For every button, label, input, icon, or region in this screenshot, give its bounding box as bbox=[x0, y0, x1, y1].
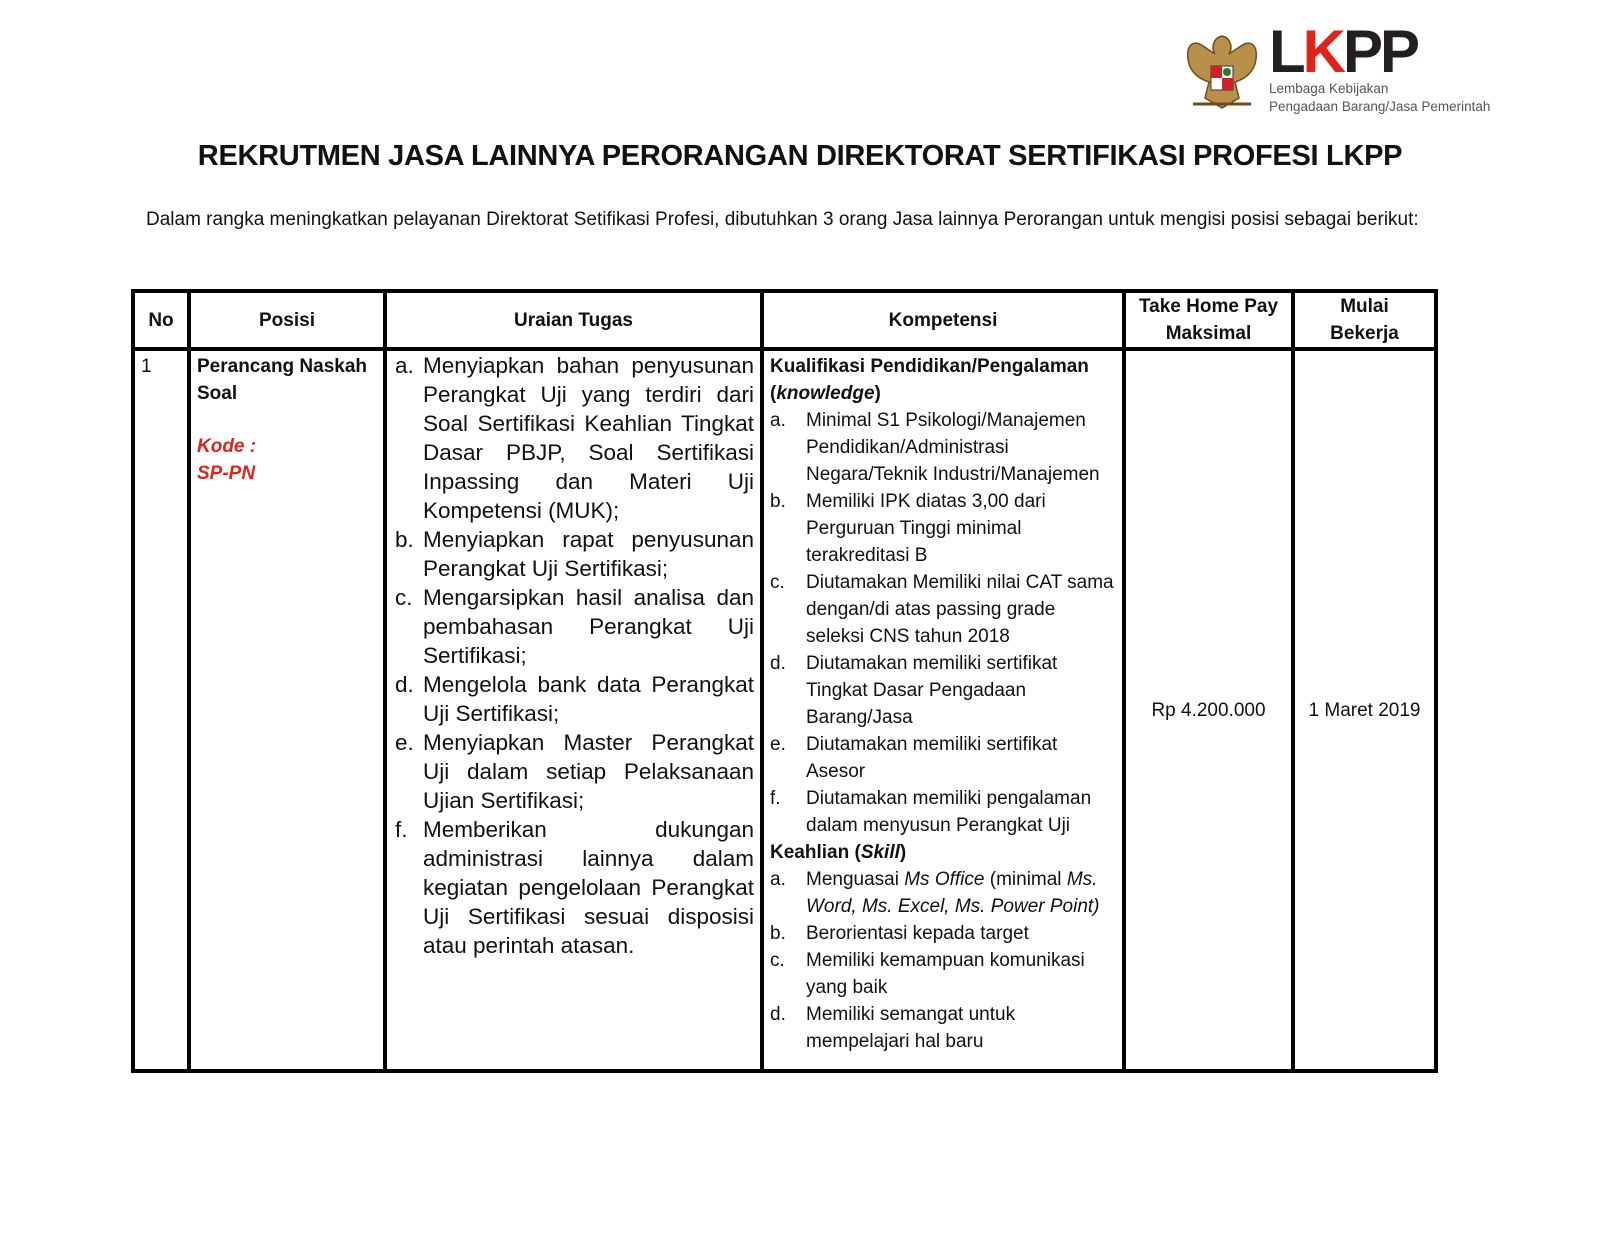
header-uraian: Uraian Tugas bbox=[385, 291, 762, 349]
kode-value: SP-PN bbox=[197, 463, 256, 484]
list-item: c. Memiliki kemampuan komunikasi yang baik bbox=[770, 950, 1085, 998]
list-item: b. Menyiapkan rapat penyusunan Perangkat Uji Sertifikasi; bbox=[395, 527, 754, 581]
table-row bbox=[133, 349, 1436, 1071]
recruitment-table bbox=[131, 289, 1438, 1073]
list-item: c. Mengarsipkan hasil analisa dan pembahasan Perangkat Uji Sertifikasi; bbox=[395, 585, 754, 668]
list-item: b. Berorientasi kepada target bbox=[770, 923, 1029, 944]
cell-kompetensi bbox=[762, 349, 1124, 1071]
posisi-name: Perancang Naskah Soal bbox=[197, 356, 368, 404]
list-item: b. Memiliki IPK diatas 3,00 dari Perguruan Tinggi minimal terakreditasi B bbox=[770, 491, 1046, 566]
list-item: c. Diutamakan Memiliki nilai CAT sama dengan/di atas passing grade seleksi CNS tahun 2018 bbox=[770, 572, 1114, 647]
cell-no: 1 bbox=[133, 349, 189, 1071]
skill-heading: Keahlian (Skill) bbox=[770, 842, 907, 863]
header-kompetensi: Kompetensi bbox=[762, 291, 1124, 349]
garuda-emblem-icon bbox=[1183, 28, 1261, 114]
cell-mulai: 1 Maret 2019 bbox=[1293, 349, 1436, 1071]
header-posisi: Posisi bbox=[189, 291, 385, 349]
header-no: No bbox=[133, 291, 189, 349]
knowledge-heading: Kualifikasi Pendidikan/Pengalaman (knowledge) bbox=[770, 356, 1089, 404]
logo-subtitle-1: Lembaga Kebijakan bbox=[1269, 81, 1389, 96]
list-item: a. Menguasai Ms Office (minimal Ms. Word, Ms. Excel, Ms. Power Point) bbox=[770, 869, 1100, 917]
cell-uraian bbox=[385, 349, 762, 1071]
list-item: d. Memiliki semangat untuk mempelajari hal baru bbox=[770, 1004, 1016, 1052]
list-item: a. Menyiapkan bahan penyusunan Perangkat Uji yang terdiri dari Soal Sertifikasi Keahlian Tingkat Dasar PBJP, Soal Sertifikasi Inpassing dan Materi Uji Kompetensi (MUK); bbox=[395, 353, 754, 523]
page-title: REKRUTMEN JASA LAINNYA PERORANGAN DIREKTORAT SERTIFIKASI PROFESI LKPP bbox=[197, 140, 1403, 172]
table-header-row bbox=[133, 291, 1436, 349]
intro-paragraph: Dalam rangka meningkatkan pelayanan Direktorat Setifikasi Profesi, dibutuhkan 3 orang Jasa lainnya Perorangan untuk mengisi posisi sebagai berikut: bbox=[146, 209, 1419, 230]
logo-wordmark: LKPP bbox=[1269, 18, 1418, 85]
list-item: d. Mengelola bank data Perangkat Uji Sertifikasi; bbox=[395, 672, 754, 726]
list-item: f. Diutamakan memiliki pengalaman dalam menyusun Perangkat Uji bbox=[770, 788, 1092, 836]
list-item: f. Memberikan dukungan administrasi lainnya dalam kegiatan pengelolaan Perangkat Uji Sertifikasi sesuai disposisi atau perintah atasan. bbox=[395, 817, 754, 958]
skill-list bbox=[770, 866, 1116, 920]
cell-posisi bbox=[189, 349, 385, 1071]
skill-list-rest bbox=[770, 920, 1116, 1055]
list-item: a. Minimal S1 Psikologi/Manajemen Pendidikan/Administrasi Negara/Teknik Industri/Manajemen bbox=[770, 410, 1100, 485]
list-item: e. Diutamakan memiliki sertifikat Asesor bbox=[770, 734, 1058, 782]
kode-label: Kode : bbox=[197, 436, 257, 457]
list-item: e. Menyiapkan Master Perangkat Uji dalam setiap Pelaksanaan Ujian Sertifikasi; bbox=[395, 730, 754, 813]
knowledge-list bbox=[770, 407, 1116, 839]
cell-thp: Rp 4.200.000 bbox=[1124, 349, 1293, 1071]
list-item: d. Diutamakan memiliki sertifikat Tingkat Dasar Pengadaan Barang/Jasa bbox=[770, 653, 1058, 728]
logo-subtitle-2: Pengadaan Barang/Jasa Pemerintah bbox=[1269, 99, 1491, 114]
header-mulai: Mulai Bekerja bbox=[1293, 291, 1436, 349]
uraian-list bbox=[391, 351, 754, 960]
header-thp: Take Home Pay Maksimal bbox=[1124, 291, 1293, 349]
lkpp-logo bbox=[1183, 18, 1513, 118]
